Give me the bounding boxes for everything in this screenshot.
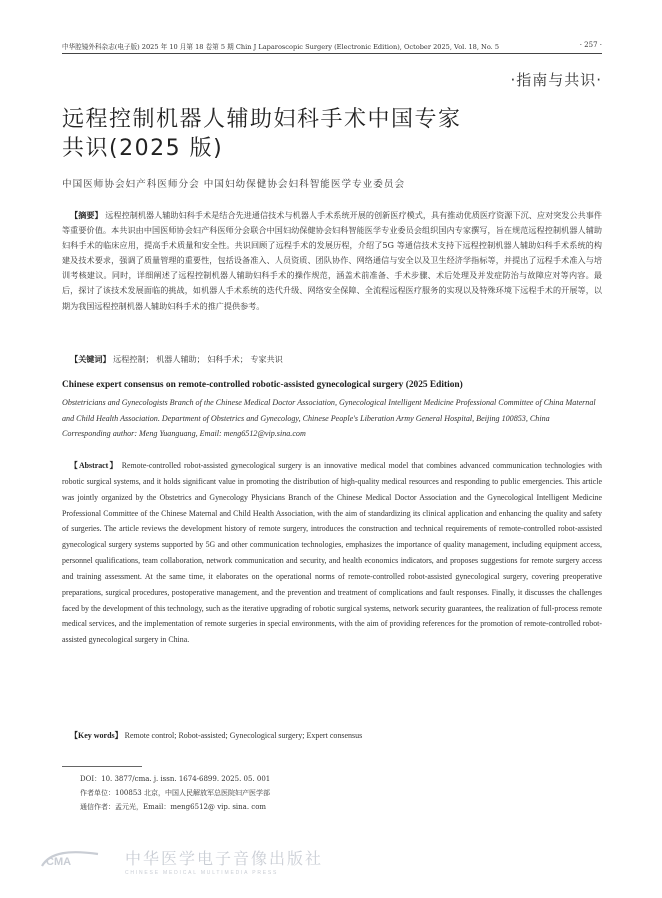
corresponding-author-en: Corresponding author: Meng Yuanguang, Email: meng6512@vip.sina.com	[62, 429, 306, 438]
keywords-en	[62, 730, 602, 741]
abstract-en-text: Remote-controlled robot-assisted gynecological surgery is an innovative medical model that combines advanced communication technologies with robotic surgical systems, and it holds significant value in promoting the distribution of high-quality medical resources and responding to public emergencies. This article was jointly organized by the Obstetrics and Gynecology Physicians Branch of the Chinese Medical Doctor Association and the Gynecological Intelligent Medicine Professional Committee of the Chinese Maternal and Child Health Association, with the aim of standardizing its clinical application and enhancing the quality and safety of surgeries. The article reviews the development history of remote surgery, introduces the construction and technical requirements of remote-controlled robot-assisted gynecological surgery systems supported by 5G and other communication technologies, emphasizes the importance of quality management, including equipment access, personnel qualifications, team collaboration, network communication and security, and health economics indicators, and proposes suggestions for remote surgery access and training assessment. At the same time, it elaborates on the operational norms of remote-controlled robot-assisted gynecological surgery, covering preoperative preparations, surgical procedures, postoperative management, and the prevention and treatment of complications and fault responses. Finally, it discusses the challenges faced by the development of this technology, such as the iterative upgrading of robotic surgical systems, network security guarantees, the realization of full-process remote medical services, and the implementation of remote surgeries in special environments, with the aim of providing references for the promotion of remote-controlled robot-assisted gynecological surgery in China.	[62, 461, 602, 645]
cma-logo-text: CMA	[46, 856, 72, 868]
section-label: ·指南与共识·	[510, 71, 602, 89]
cma-logo-icon	[40, 848, 100, 870]
affiliation-en-text: Obstetricians and Gynecologists Branch of the Chinese Medical Doctor Association, Gynecological Intelligent Medicine Professional Committee of China Maternal and Child Health Association. Department of Obstetrics and Gynecology, Chinese People's Liberation Army General Hospital, Beijing 100853, China	[62, 398, 596, 423]
abstract-cn-text: 远程控制机器人辅助妇科手术是结合先进通信技术与机器人手术系统开展的创新医疗模式，具有推动优质医疗资源下沉、应对突发公共事件等重要价值。本共识由中国医师协会妇产科医师分会联合中国妇幼保健协会妇科智能医学专业委员会组织国内专家撰写，旨在规范远程控制机器人辅助妇科手术的临床应用，提高手术质量和安全性。共识回顾了远程手术的发展历程，介绍了5G 等通信技术支持下远程控制机器人辅助妇科手术系统的构建及技术要求，强调了质量管理的重要性，包括设备准入、人员资质、团队协作、网络通信与安全以及卫生经济学指标等，并提出了远程手术准入与培训考核建议。同时，详细阐述了远程控制机器人辅助妇科手术的操作规范，涵盖术前准备、手术步骤、术后处理及并发症防治与故障应对等内容。最后，探讨了该技术发展面临的挑战，如机器人手术系统的迭代升级、网络安全保障、全流程远程医疗服务的实现以及特殊环境下远程手术的开展等，以期为我国远程控制机器人辅助妇科手术的推广提供参考。	[62, 210, 602, 311]
header-rule	[62, 53, 602, 54]
doi-line: DOI：10. 3877/cma. j. issn. 1674-6899. 2025. 05. 001	[80, 775, 271, 783]
footnote-rule	[62, 766, 142, 767]
keywords-en-text: Remote control; Robot-assisted; Gynecological surgery; Expert consensus	[124, 731, 363, 740]
publisher-name: 中华医学电子音像出版社	[125, 849, 324, 868]
article-title-cn: 远程控制机器人辅助妇科手术中国专家共识(2025 版)	[62, 107, 462, 161]
footnotes	[80, 772, 580, 814]
author-affiliation-line: 作者单位：100853 北京，中国人民解放军总医院妇产医学部	[80, 789, 270, 797]
running-head: 中华腔镜外科杂志(电子版) 2025 年 10 月第 18 卷第 5 期 Chin J Laparoscopic Surgery (Electronic Edition), October 2025, Vol. 18, No. 5	[62, 43, 500, 51]
page-number: · 257 ·	[579, 41, 602, 49]
corresponding-author-line: 通信作者：孟元光，Email：meng6512@ vip. sina. com	[80, 803, 267, 811]
publisher-name-en: CHINESE MEDICAL MULTIMEDIA PRESS	[125, 870, 279, 876]
authors-cn: 中国医师协会妇产科医师分会 中国妇幼保健协会妇科智能医学专业委员会	[62, 179, 406, 190]
abstract-cn-label: 【摘要】	[70, 210, 103, 220]
abstract-en-label: 【Abstract】	[69, 461, 119, 470]
publisher-watermark	[40, 838, 340, 878]
keywords-en-label: 【Key words】	[70, 731, 123, 740]
keywords-cn	[62, 354, 602, 365]
affiliation-en	[62, 395, 602, 442]
abstract-cn	[62, 208, 602, 314]
keywords-cn-label: 【关键词】	[70, 354, 111, 364]
abstract-en	[62, 458, 602, 648]
keywords-cn-text: 远程控制； 机器人辅助； 妇科手术； 专家共识	[113, 354, 283, 364]
article-title-en: Chinese expert consensus on remote-controlled robotic-assisted gynecological surgery (2025 Edition)	[62, 380, 463, 390]
